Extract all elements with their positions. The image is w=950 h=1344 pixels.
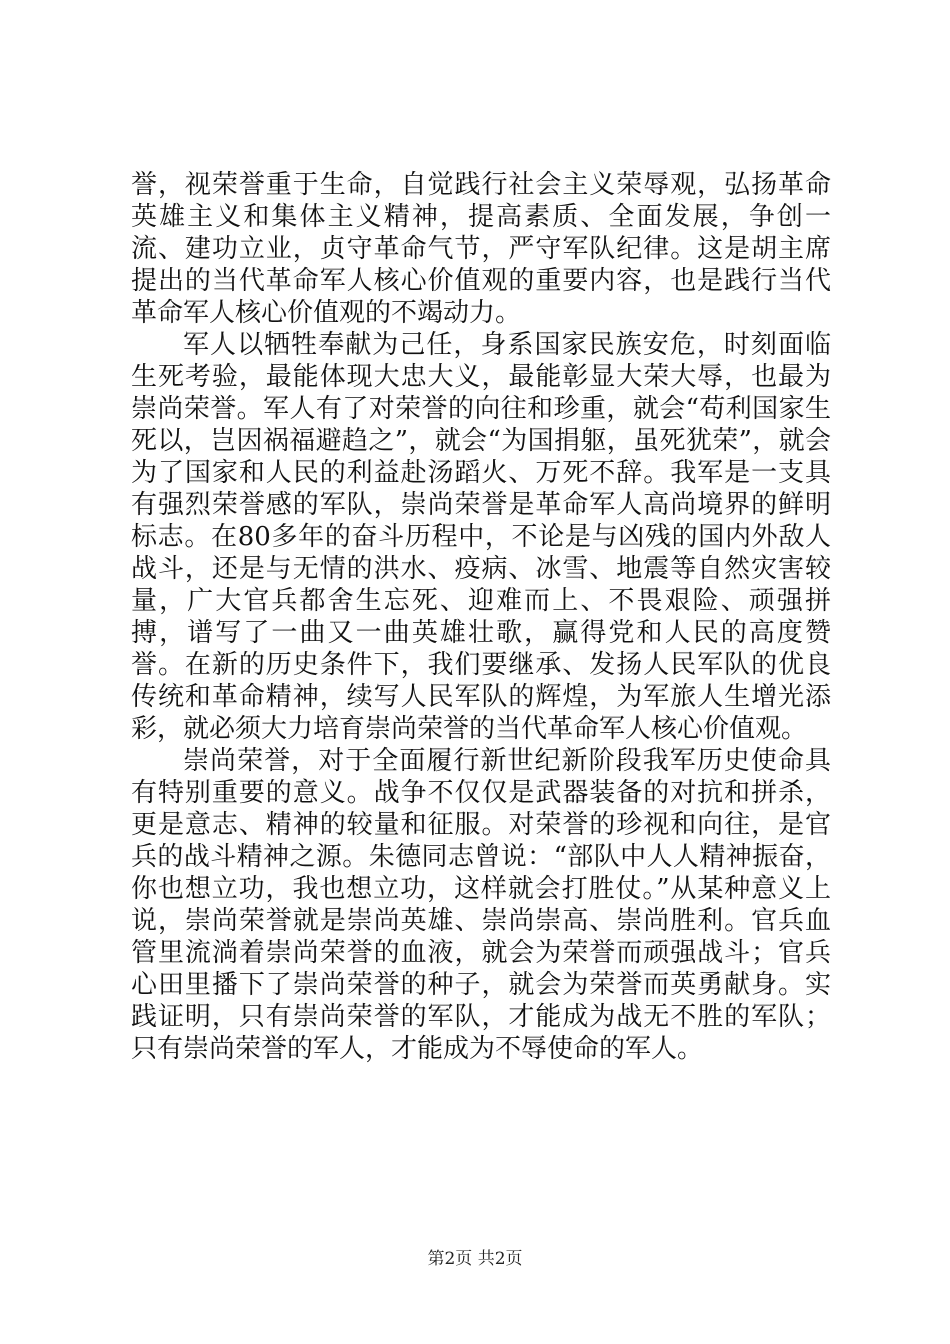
paragraph-honor-significance: 崇尚荣誉，对于全面履行新世纪新阶段我军历史使命具有特别重要的意义。战争不仅仅是武器装备的对抗和拼杀，更是意志、精神的较量和征服。对荣誉的珍视和向往，是官兵的战斗精神之源。朱德同志曾说：“部队中人人精神振奋，你也想立功，我也想立功，这样就会打胜仗。”从某种意义上说，崇尚荣誉就是崇尚英雄、崇尚崇高、崇尚胜利。官兵血管里流淌着崇尚荣誉的血液，就会为荣誉而顽强战斗；官兵心田里播下了崇尚荣誉的种子，就会为荣誉而英勇献身。实践证明，只有崇尚荣誉的军队，才能成为战无不胜的军队；只有崇尚荣誉的军人，才能成为不辱使命的军人。 bbox=[131, 746, 831, 1064]
paragraph-military-honor: 军人以牺牲奉献为己任，身系国家民族安危，时刻面临生死考验，最能体现大忠大义，最能彰显大荣大辱，也最为崇尚荣誉。军人有了对荣誉的向往和珍重，就会“苟利国家生死以，岂因祸福避趋之”，就会“为国捐躯，虽死犹荣”，就会为了国家和人民的利益赴汤蹈火、万死不辞。我军是一支具有强烈荣誉感的军队，崇尚荣誉是革命军人高尚境界的鲜明标志。在80多年的奋斗历程中，不论是与凶残的国内外敌人战斗，还是与无情的洪水、疫病、冰雪、地震等自然灾害较量，广大官兵都舍生忘死、迎难而上、不畏艰险、顽强拼搏，谱写了一曲又一曲英雄壮歌，赢得党和人民的高度赞誉。在新的历史条件下，我们要继承、发扬人民军队的优良传统和革命精神，续写人民军队的辉煌，为军旅人生增光添彩，就必须大力培育崇尚荣誉的当代革命军人核心价值观。 bbox=[131, 330, 831, 744]
page-number-footer: 第2页 共2页 bbox=[427, 1249, 523, 1269]
paragraph-continuation: 誉，视荣誉重于生命，自觉践行社会主义荣辱观，弘扬革命英雄主义和集体主义精神，提高素质、全面发展，争创一流、建功立业，贞守革命气节，严守军队纪律。这是胡主席提出的当代革命军人核心价值观的重要内容，也是践行当代革命军人核心价值观的不竭动力。 bbox=[131, 170, 831, 328]
document-body bbox=[131, 169, 831, 1065]
